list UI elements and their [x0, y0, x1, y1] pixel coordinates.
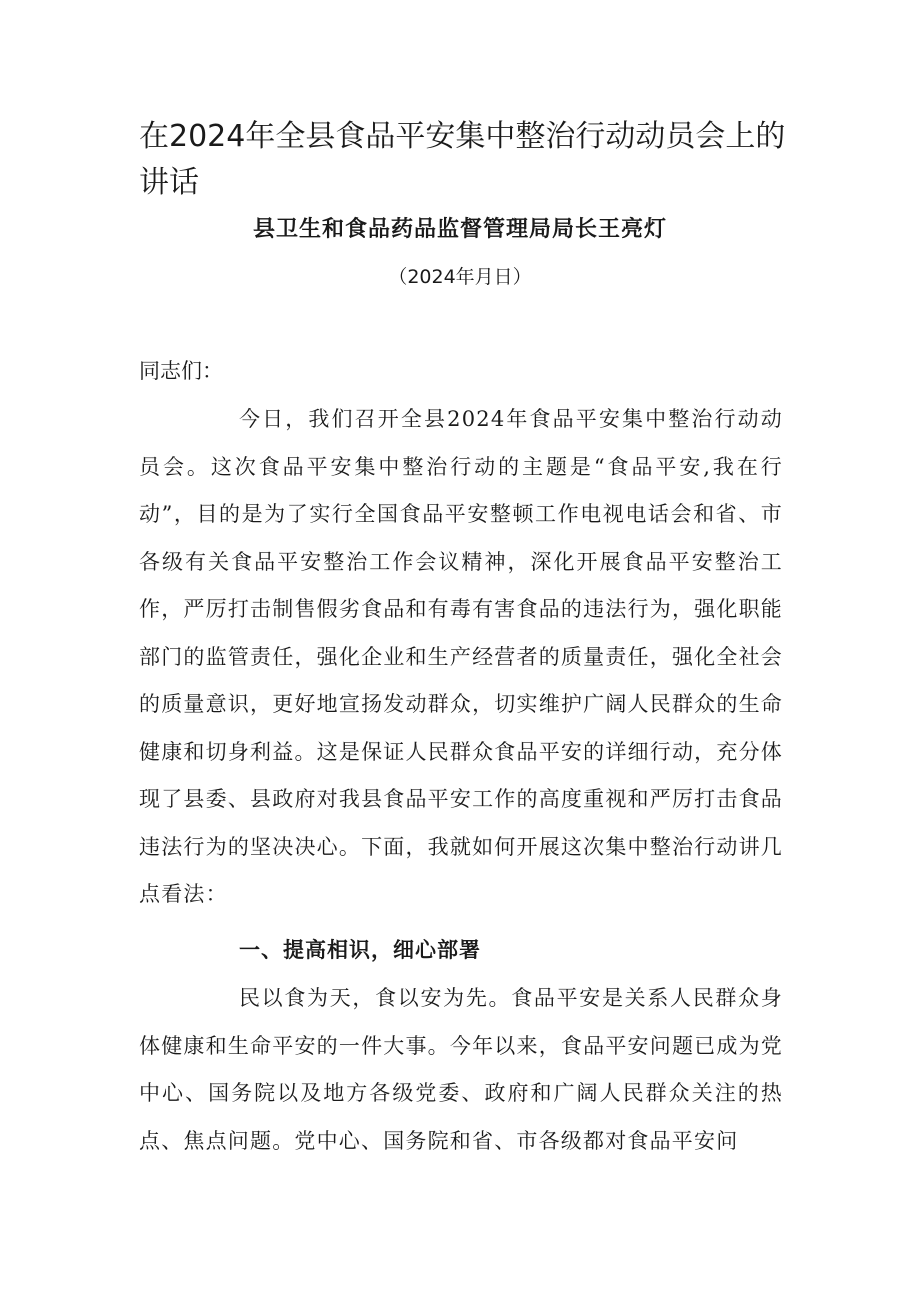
- document-title: 在2024年全县食品平安集中整治行动动员会上的讲话: [139, 119, 786, 200]
- section-heading-1: 一、提高相识，细心部署: [239, 937, 481, 962]
- document-date: （2024年月日）: [388, 266, 532, 288]
- salutation: 同志们：: [139, 359, 223, 383]
- document-author: 县卫生和食品药品监督管理局局长王亮灯: [252, 216, 667, 242]
- paragraph-intro: 今日，我们召开全县2024年食品平安集中整治行动动员会。这次食品平安集中整治行动的主题是“食品平安,我在行动”，目的是为了实行全国食品平安整顿工作电视电话会和省、市各级有关食品平安整治工作会议精神，深化开展食品平安整治工作，严厉打击制售假劣食品和有毒有害食品的违法行为，强化职能部门的监管责任，强化企业和生产经营者的质量责任，强化全社会的质量意识，更好地宣扬发动群众，切实维护广阔人民群众的生命健康和切身利益。这是保证人民群众食品平安的详细行动，充分体现了县委、县政府对我县食品平安工作的高度重视和严厉打击食品违法行为的坚决决心。下面，我就如何开展这次集中整治行动讲几点看法：: [139, 407, 783, 906]
- paragraph-section-1: 民以食为天，食以安为先。食品平安是关系人民群众身体健康和生命平安的一件大事。今年以来，食品平安问题已成为党中心、国务院以及地方各级党委、政府和广阔人民群众关注的热点、焦点问题。党中心、国务院和省、市各级都对食品平安问: [139, 986, 783, 1153]
